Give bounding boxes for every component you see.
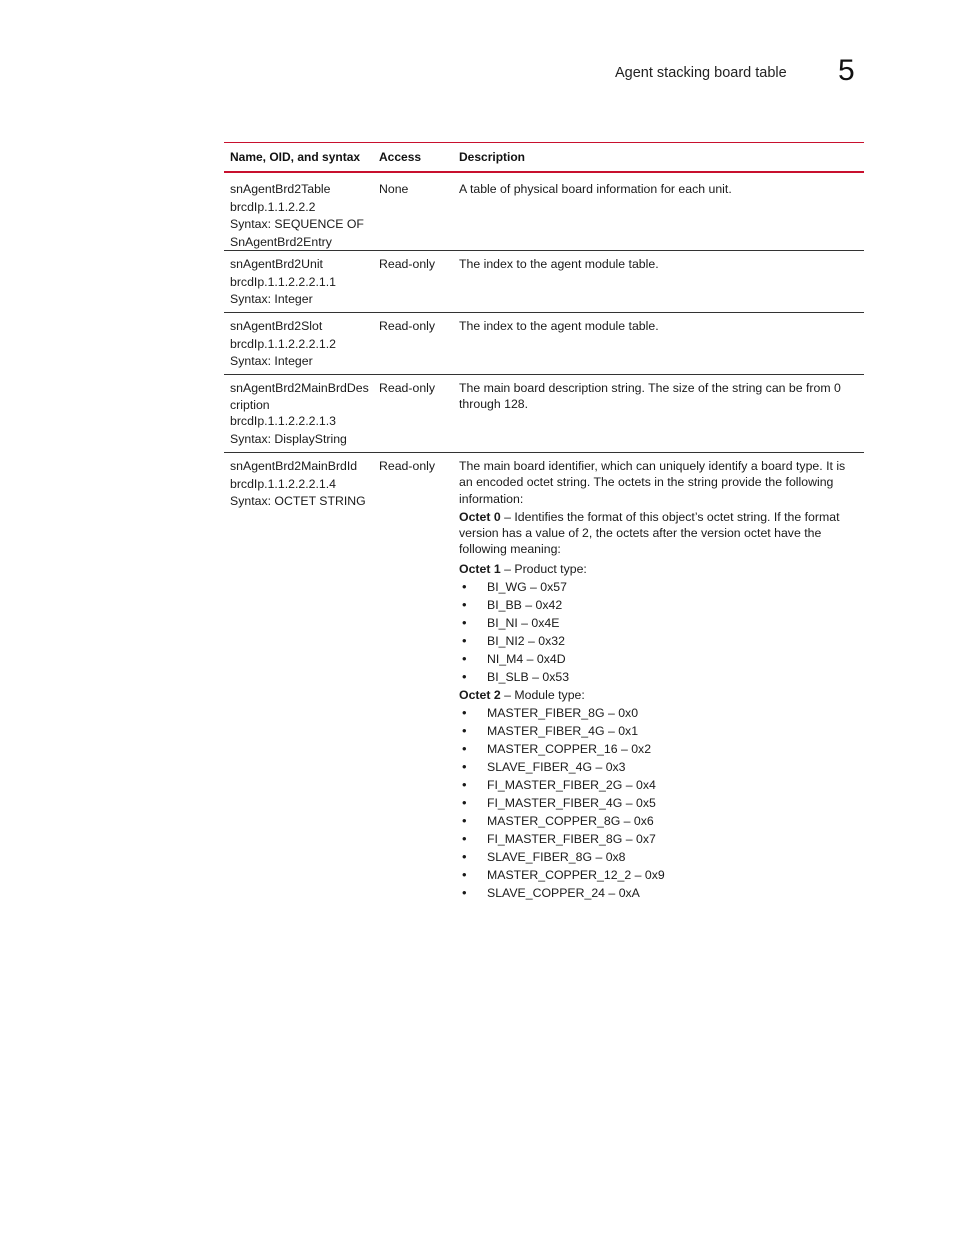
list-item: • SLAVE_FIBER_8G – 0x8 <box>462 848 626 864</box>
description-cell <box>459 375 864 452</box>
object-syntax: Syntax: DisplayString <box>230 431 347 446</box>
bullet-icon: • <box>462 722 467 738</box>
access-cell: Read-only <box>379 459 436 473</box>
description-cell <box>459 453 864 902</box>
octet-1-label: Octet 1 <box>459 561 501 576</box>
mib-object-table <box>224 142 864 902</box>
access-cell: Read-only <box>379 319 436 333</box>
module-type-list <box>459 704 858 902</box>
name-cell <box>224 375 379 452</box>
page-header-title: Agent stacking board table <box>615 65 787 81</box>
description-cell <box>459 173 864 250</box>
octet-1-paragraph <box>459 560 858 578</box>
bullet-icon: • <box>462 830 467 846</box>
octet-0-label: Octet 0 <box>459 509 501 524</box>
bullet-icon: • <box>462 794 467 810</box>
access-cell: Read-only <box>379 257 436 271</box>
bullet-icon: • <box>462 704 467 720</box>
column-header-description: Description <box>459 150 526 164</box>
list-item: • FI_MASTER_FIBER_8G – 0x7 <box>462 830 656 846</box>
chapter-number: 5 <box>838 54 855 87</box>
list-item: • BI_NI – 0x4E <box>462 614 560 630</box>
table-row <box>224 173 864 251</box>
object-name: snAgentBrd2MainBrdDes <box>230 381 369 395</box>
bullet-icon: • <box>462 758 467 774</box>
object-oid: brcdIp.1.1.2.2.2 <box>230 199 316 214</box>
object-oid: brcdIp.1.1.2.2.2.1.1 <box>230 274 336 289</box>
list-item: • FI_MASTER_FIBER_4G – 0x5 <box>462 794 656 810</box>
table-row <box>224 453 864 902</box>
octet-0-paragraph <box>459 509 858 558</box>
table-row <box>224 313 864 375</box>
bullet-icon: • <box>462 866 467 882</box>
octet-1-text: – Product type: <box>500 561 587 576</box>
list-item: • SLAVE_FIBER_4G – 0x3 <box>462 758 626 774</box>
column-header-access: Access <box>379 150 422 164</box>
object-syntax: SnAgentBrd2Entry <box>230 235 332 250</box>
list-item: • FI_MASTER_FIBER_2G – 0x4 <box>462 776 656 792</box>
object-syntax: Syntax: OCTET STRING <box>230 494 366 509</box>
list-item: • BI_BB – 0x42 <box>462 596 563 612</box>
object-oid: brcdIp.1.1.2.2.2.1.3 <box>230 414 336 428</box>
description-text: The main board description string. The size of the string can be from 0 through 128. <box>459 381 841 412</box>
bullet-icon: • <box>462 740 467 756</box>
object-oid: brcdIp.1.1.2.2.2.1.2 <box>230 336 336 351</box>
name-cell <box>224 173 379 250</box>
bullet-icon: • <box>462 776 467 792</box>
access-cell: Read-only <box>379 381 436 395</box>
bullet-icon: • <box>462 668 467 684</box>
description-cell <box>459 251 864 312</box>
bullet-icon: • <box>462 578 467 594</box>
object-oid: brcdIp.1.1.2.2.2.1.4 <box>230 476 336 491</box>
description-text: The main board identifier, which can uniquely identify a board type. It is an encoded octet string. The octets in the string provide the following information: <box>459 459 846 506</box>
list-item: • BI_SLB – 0x53 <box>462 668 570 684</box>
object-syntax: Syntax: SEQUENCE OF <box>230 217 364 232</box>
table-header <box>224 142 864 173</box>
octet-2-label: Octet 2 <box>459 687 501 702</box>
list-item: • BI_WG – 0x57 <box>462 578 567 594</box>
list-item: • MASTER_FIBER_4G – 0x1 <box>462 722 639 738</box>
description-cell <box>459 313 864 374</box>
object-name: snAgentBrd2MainBrdId <box>230 459 358 473</box>
column-header-name: Name, OID, and syntax <box>230 150 361 164</box>
description-text: A table of physical board information for each unit. <box>459 182 732 196</box>
object-name: snAgentBrd2Table <box>230 182 331 196</box>
bullet-icon: • <box>462 848 467 864</box>
description-text: The index to the agent module table. <box>459 257 659 271</box>
name-cell <box>224 313 379 374</box>
bullet-icon: • <box>462 812 467 828</box>
list-item: • BI_NI2 – 0x32 <box>462 632 565 648</box>
access-cell: None <box>379 182 409 196</box>
object-syntax: Syntax: Integer <box>230 354 313 369</box>
table-row <box>224 375 864 453</box>
object-syntax: Syntax: Integer <box>230 292 313 307</box>
list-item: • MASTER_COPPER_8G – 0x6 <box>462 812 654 828</box>
bullet-icon: • <box>462 884 467 900</box>
object-name: snAgentBrd2Unit <box>230 257 323 271</box>
product-type-list <box>459 578 858 686</box>
object-name-continued: cription <box>230 397 270 412</box>
list-item: • MASTER_COPPER_12_2 – 0x9 <box>462 866 665 882</box>
list-item: • NI_M4 – 0x4D <box>462 650 566 666</box>
bullet-icon: • <box>462 632 467 648</box>
list-item: • SLAVE_COPPER_24 – 0xA <box>462 884 640 900</box>
list-item: • MASTER_COPPER_16 – 0x2 <box>462 740 652 756</box>
bullet-icon: • <box>462 596 467 612</box>
object-name: snAgentBrd2Slot <box>230 319 323 333</box>
list-item: • MASTER_FIBER_8G – 0x0 <box>462 704 639 720</box>
octet-2-text: – Module type: <box>500 687 585 702</box>
bullet-icon: • <box>462 614 467 630</box>
description-text: The index to the agent module table. <box>459 319 659 333</box>
octet-0-text: – Identifies the format of this object’s octet string. If the format version has a value of 2, the octets after the version octet have the following meaning: <box>459 509 840 557</box>
octet-2-paragraph <box>459 686 858 704</box>
table-row <box>224 251 864 313</box>
bullet-icon: • <box>462 650 467 666</box>
name-cell <box>224 453 379 902</box>
name-cell <box>224 251 379 312</box>
